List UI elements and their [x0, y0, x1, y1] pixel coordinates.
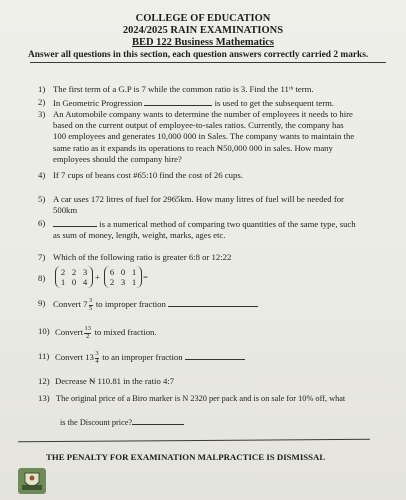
question-number: 1): [38, 84, 46, 94]
matrix-a: 2 2 3 1 0 4: [55, 266, 93, 288]
question-number: 8): [38, 273, 46, 283]
answer-blank[interactable]: [144, 97, 212, 106]
question-number: 7): [38, 252, 46, 262]
answer-blank[interactable]: [53, 218, 97, 227]
matrix-b: 6 0 1 2 3 1: [104, 266, 142, 288]
college-crest-icon: [17, 467, 47, 495]
section-instruction: Answer all questions in this section, each question answers correctly carried 2 marks.: [28, 50, 369, 60]
plus-sign: +: [95, 272, 100, 282]
question-number: 13): [38, 393, 50, 403]
question-text: Convert $\frac{13}{2}$ to mixed fraction.: [55, 325, 157, 340]
answer-blank[interactable]: [168, 298, 258, 307]
exam-title: 2024/2025 RAIN EXAMINATIONS: [122, 25, 284, 36]
question-8: [38, 266, 238, 292]
question-number: 5): [38, 194, 46, 204]
fraction: $\frac{13}{2}$: [84, 325, 91, 340]
question-number: 10): [38, 326, 50, 336]
question-text: Convert 7 $\frac{3}{5}$ to improper fraction: [53, 298, 258, 312]
question-text: Decrease ₦ 110.81 in the ratio 4:7: [55, 376, 175, 386]
question-text: The original price of a Biro marker is N 2320 per pack and is on sale for 10% off, what is the Discount price?: [56, 394, 346, 428]
answer-blank[interactable]: [132, 416, 184, 425]
question-number: 4): [38, 170, 46, 180]
question-text: is a numerical method of comparing two quantities of the same type, such as sum of money, length, weight, marks, ages etc.: [53, 219, 356, 241]
question-text: The first term of a G.P is 7 while the common ratio is 3. Find the 11ᵗʰ term.: [53, 84, 314, 94]
question-text: An Automobile company wants to determine the number of employees it needs to hire based on the current output of employee-to-sales ratios. Currently, the company has 100 employees and generates 10,000 000 in Sales. The company wants to maintain the same ratio as it expands its operations to reach ₦50,000 000 in sales. How many employees should the company hire?: [53, 109, 355, 164]
question-number: 12): [38, 376, 50, 386]
question-number: 9): [38, 298, 46, 308]
course-title: BED 122 Business Mathematics: [131, 37, 275, 48]
answer-blank[interactable]: [185, 351, 245, 360]
question-text: Convert 13 $\frac{3}{4}$ to an improper fraction: [55, 351, 245, 365]
question-text: In Geometric Progression is used to get the subsequent term.: [53, 98, 335, 108]
fraction: $\frac{3}{4}$: [95, 350, 99, 365]
institution-title: COLLEGE OF EDUCATION: [135, 13, 271, 24]
fraction: $\frac{3}{5}$: [89, 297, 93, 312]
penalty-notice: THE PENALTY FOR EXAMINATION MALPRACTICE IS DISMISSAL: [46, 452, 326, 462]
question-number: 6): [38, 218, 46, 228]
question-text: A car uses 172 litres of fuel for 2965km. How many litres of fuel will be needed for 500km: [53, 194, 344, 216]
divider-line: [18, 439, 370, 442]
question-number: 11): [38, 351, 50, 361]
question-number: 2): [38, 97, 46, 107]
instruction-underline: [30, 62, 386, 63]
equals-sign: =: [143, 272, 148, 282]
question-text: Which of the following ratio is greater 6:8 or 12:22: [53, 252, 232, 262]
question-number: 3): [38, 109, 46, 119]
question-text: If 7 cups of beans cost #65:10 find the cost of 26 cups.: [53, 170, 243, 180]
